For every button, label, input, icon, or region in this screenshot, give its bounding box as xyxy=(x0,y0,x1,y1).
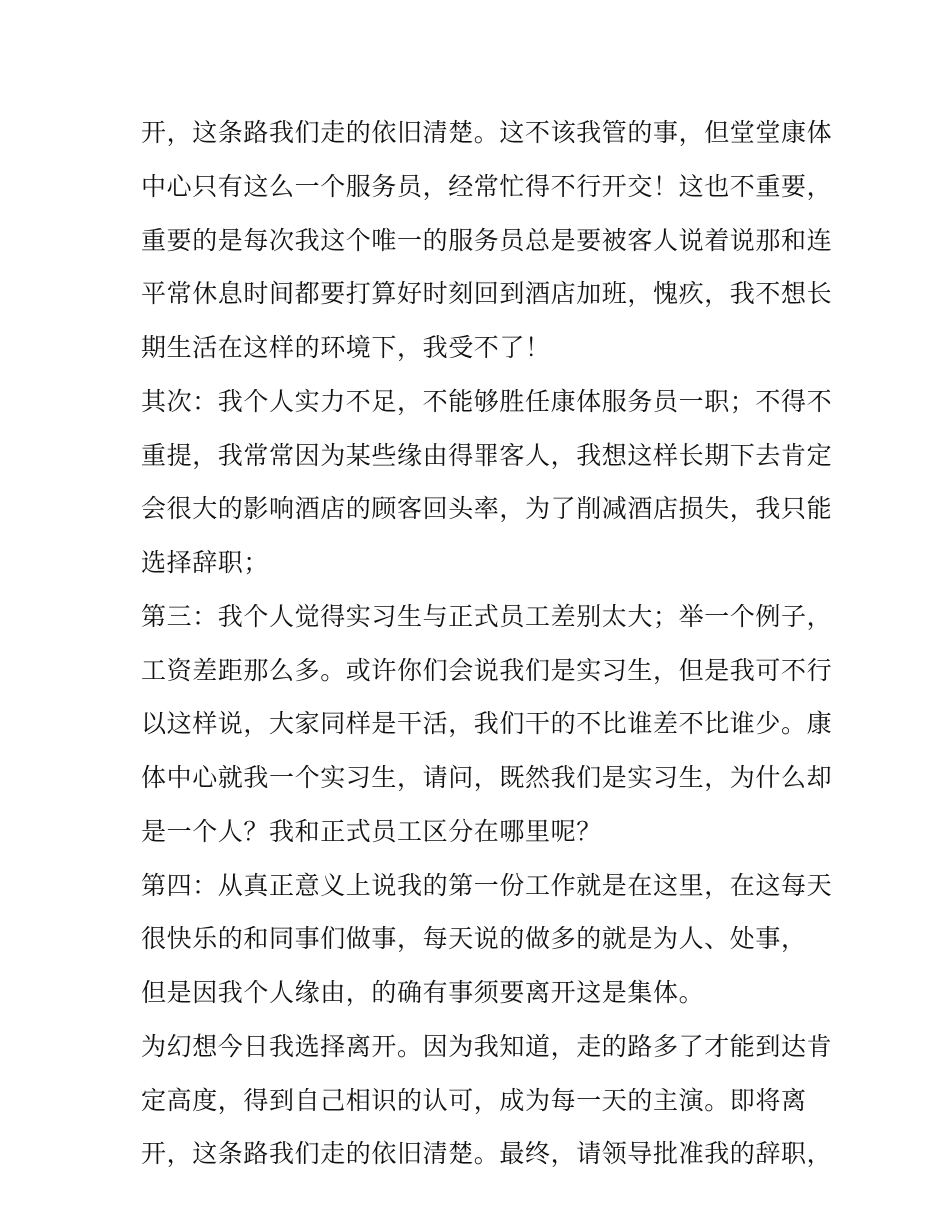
text-line: 开，这条路我们走的依旧清楚。这不该我管的事，但堂堂康体 xyxy=(141,118,833,147)
text-line: 会很大的影响酒店的顾客回头率，为了削减酒店损失，我只能 xyxy=(141,494,833,524)
text-line: 其次：我个人实力不足，不能够胜任康体服务员一职；不得不 xyxy=(141,386,833,416)
text-line: 期生活在这样的环境下，我受不了！ xyxy=(141,333,551,362)
text-line: 定高度，得到自己相识的认可，成为每一天的主演。即将离 xyxy=(141,1085,807,1115)
text-line: 为幻想今日我选择离开。因为我知道，走的路多了才能到达肯 xyxy=(141,1031,833,1061)
text-line: 开，这条路我们走的依旧清楚。最终，请领导批准我的辞职， xyxy=(141,1139,833,1169)
text-line: 选择辞职； xyxy=(141,548,270,577)
text-line: 重要的是每次我这个唯一的服务员总是要被客人说着说那和连 xyxy=(141,225,833,255)
text-line: 第三：我个人觉得实习生与正式员工差别太大；举一个例子， xyxy=(141,601,833,631)
text-line: 以这样说，大家同样是干活，我们干的不比谁差不比谁少。康 xyxy=(141,709,833,739)
text-line: 工资差距那么多。或许你们会说我们是实习生，但是我可不行 xyxy=(141,655,833,685)
text-line: 中心只有这么一个服务员，经常忙得不行开交！这也不重要， xyxy=(141,171,833,201)
text-line: 是一个人？我和正式员工区分在哪里呢？ xyxy=(141,816,602,846)
text-line: 很快乐的和同事们做事，每天说的做多的就是为人、处事， xyxy=(141,924,807,954)
text-line: 第四：从真正意义上说我的第一份工作就是在这里，在这每天 xyxy=(141,870,833,900)
text-line: 重提，我常常因为某些缘由得罪客人，我想这样长期下去肯定 xyxy=(141,440,833,470)
text-line: 体中心就我一个实习生，请问，既然我们是实习生，为什么却 xyxy=(141,763,833,792)
text-line: 但是因我个人缘由，的确有事须要离开这是集体。 xyxy=(141,978,705,1007)
text-line: 平常休息时间都要打算好时刻回到酒店加班，愧疚，我不想长 xyxy=(141,279,833,309)
document-body xyxy=(141,110,831,1185)
